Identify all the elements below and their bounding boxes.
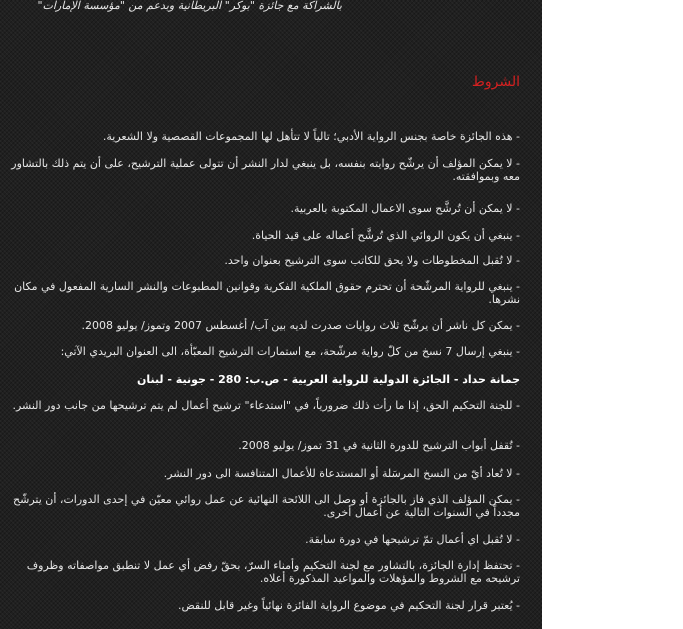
term-item: - تُقفل أبواب الترشيح للدورة الثانية في 31 تموز/ يوليو 2008. (238, 439, 520, 452)
term-item: - للجنة التحكيم الحق، إذا ما رأت ذلك ضرورياً، في "استدعاء" ترشيح أعمال لم يتم ترشيحها من جانب دور النشر. (12, 399, 520, 412)
term-item: - لا تُعاد أيّ من النسخ المرسَلة أو المستدعاة للأعمال المتنافسة الى دور النشر. (163, 467, 520, 480)
term-item: - لا يمكن أن تُرشَّح سوى الاعمال المكتوبة بالعربية. (290, 202, 520, 215)
section-title: الشروط (471, 73, 520, 90)
term-item: - لا تُقبل المخطوطات ولا يحق للكاتب سوى الترشيح بعنوان واحد. (224, 254, 520, 267)
partnership-subtitle: بالشراكة مع جائزة "بوكر" البريطانية وبدعم من "مؤسسة الإمارات" (37, 0, 342, 12)
term-item: - يُعتبر قرار لجنة التحكيم في موضوع الرواية الفائزة نهائياً وغير قابل للنقض. (177, 599, 520, 612)
term-item: - ينبغي للرواية المرشّحة أن تحترم حقوق الملكية الفكرية وقوانين المطبوعات والنشر السارية المفعول في مكان نشرها. (14, 280, 520, 306)
term-item: - يمكن المؤلف الذي فاز بالجائزة أو وصل الى اللائحة النهائية عن عمل روائي معيّن في إحدى الدورات، أن يترشّح مجدداً في السنوات التالية عن أعمال أخرى. (13, 493, 520, 519)
postal-address: جمانة حداد - الجائزة الدولية للرواية العربية - ص.ب: 280 - جونية - لبنان (136, 373, 520, 386)
term-item: - تحتفظ إدارة الجائزة، بالتشاور مع لجنة التحكيم وأمناء السرّ، بحقّ رفض أي عمل لا تنطبق مواصفاته وظروف ترشيحه مع الشروط والمؤهلات والمواعيد المذكورة أعلاه. (26, 559, 520, 585)
term-item: - ينبغي إرسال 7 نسخ من كلّ رواية مرشّحة، مع استمارات الترشيح المعبّأة، الى العنوان البريدي الآتي: (60, 345, 520, 358)
term-item: - هذه الجائزة خاصة بجنس الرواية الأدبي؛ تالياً لا تتأهل لها المجموعات القصصية ولا الشعرية. (102, 130, 520, 143)
term-item: - ينبغي أن يكون الروائي الذي تُرشَّح أعماله على قيد الحياة. (251, 229, 520, 242)
term-item: - لا تُقبل اي أعمال تمّ ترشيحها في دورة سابقة. (305, 533, 520, 546)
term-item: - لا يمكن المؤلف أن يرشّح روايته بنفسه، بل ينبغي لدار النشر أن تتولى عملية الترشيح، على أن يتم ذلك بالتشاور معه وبموافقته. (11, 157, 520, 183)
term-item: - يمكن كل ناشر أن يرشّح ثلاث روايات صدرت لديه بين آب/ أغسطس 2007 وتموز/ يوليو 2008. (81, 319, 520, 332)
